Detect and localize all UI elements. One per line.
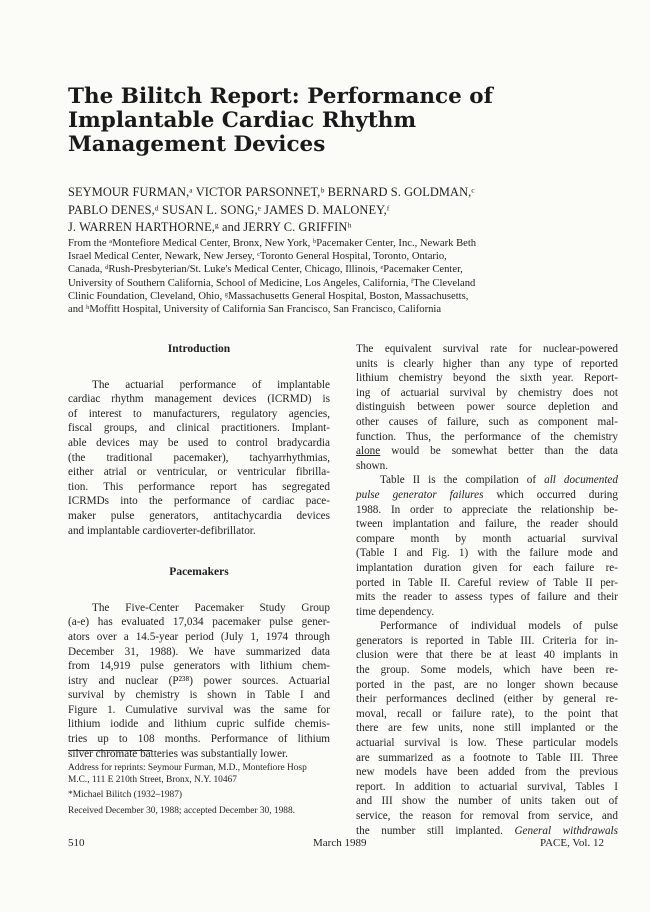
text-line: (the traditional pacemaker), tachyarrhythmias, [68, 451, 330, 464]
page-number: 510 [68, 837, 85, 849]
author-line: SEYMOUR FURMAN,ᵃ VICTOR PARSONNET,ᵇ BERNARD S. GOLDMAN,ᶜ [68, 185, 475, 199]
text-line [356, 473, 618, 488]
text-line: December 31, 1988). We have summarized data [68, 645, 330, 658]
footnote-divider [68, 750, 152, 751]
affiliations [68, 237, 588, 316]
footnote-line: M.C., 111 E 210th Street, Bronx, N.Y. 10467 [68, 775, 237, 785]
title-line: The Bilitch Report: Performance of [68, 84, 493, 109]
text-line: (Table I and Fig. 1) with the failure mode and [356, 547, 618, 560]
text-line: moval, recall or failure rate), to the point that [356, 707, 618, 720]
text-line: ported in the past, are no longer shown because [356, 678, 618, 691]
text-line: lithium iodide and lithium cupric sulfide chemis- [68, 718, 330, 731]
text-line [356, 488, 618, 503]
text-line: compare month by month actuarial survival [356, 532, 618, 545]
italic-run: all documented [544, 474, 618, 487]
text-line: distinguish between power source depletion and [356, 401, 618, 414]
footnote-address [68, 762, 338, 786]
affiliation-line: and ʰMoffitt Hospital, University of California San Francisco, San Francisco, California [68, 304, 442, 316]
text-line: other causes of failure, such as component mal- [356, 415, 618, 428]
text-line: able devices may be used to control bradycardia [68, 436, 330, 449]
affiliation-line: University of Southern California, School of Medicine, Los Angeles, California, ᶠThe Cleveland [68, 277, 476, 289]
author-line: J. WARREN HARTHORNE,ᵍ and JERRY C. GRIFFINʰ [68, 220, 352, 234]
section-heading-introduction: Introduction [167, 343, 231, 355]
author-line: PABLO DENES,ᵈ SUSAN L. SONG,ᵉ JAMES D. MALONEY,ᶠ [68, 202, 390, 217]
text-line: maker pulse generators, antitachycardia devices [68, 509, 330, 522]
text-line: fiscal groups, and clinical practitioners. Implant- [68, 422, 330, 435]
text-line: tween implantation and failure, the reader should [356, 518, 618, 531]
text-line: ing of actuarial survival by chemistry does not [356, 386, 618, 399]
journal-volume: PACE, Vol. 12 [540, 837, 604, 849]
text-line: survival by chemistry is shown in Table I and [68, 689, 330, 702]
text-line: tion. This performance report has segregated [68, 480, 330, 493]
text-line: The Five-Center Pacemaker Study Group [92, 601, 330, 614]
text-line: are summarized as a footnote to Table III. Three [356, 751, 618, 764]
title-line: Implantable Cardiac Rhythm [68, 108, 417, 133]
text-line: time dependency. [356, 605, 435, 618]
article-title [68, 85, 588, 157]
text-line: ported in Table II. Careful review of Table II per- [356, 576, 618, 589]
text-line [356, 444, 618, 459]
text-line: mits the reader to assess types of failure and their [356, 591, 618, 604]
text-line: (a-e) has evaluated 17,034 pacemaker pulse gener- [68, 616, 330, 629]
text-run: which occurred during [483, 488, 618, 501]
text-line: Performance of individual models of pulse [380, 620, 618, 633]
pacemakers-paragraph [68, 601, 330, 762]
text-line: and implantable cardioverter-defibrillator. [68, 524, 256, 537]
text-line: of interest to manufacturers, regulatory agencies, [68, 407, 330, 420]
text-run: would be somewhat better than the data [380, 445, 618, 458]
footnote-memoriam: *Michael Bilitch (1932–1987) [68, 790, 183, 800]
text-line: from 14,919 pulse generators with lithium chem- [68, 660, 330, 673]
text-line: new models have been added from the previous [356, 766, 618, 779]
text-line: actuarial survival is low. These particular models [356, 737, 618, 750]
text-line: there are few units, none still implanted or the [356, 722, 618, 735]
section-heading-pacemakers: Pacemakers [169, 566, 229, 579]
text-line: their performances declined (either by general re- [356, 693, 618, 706]
text-line: units is clearly higher than any type of reported [356, 357, 618, 370]
text-line: lithium chemistry beyond the sixth year. Report- [356, 372, 618, 385]
text-line: ators over a 14.5-year period (July 1, 1974 through [68, 630, 330, 643]
text-line [356, 824, 618, 839]
text-line: either atrial or ventricular, or ventricular fibrilla- [68, 466, 330, 479]
right-column [356, 342, 618, 838]
footnote-received: Received December 30, 1988; accepted December 30, 1988. [68, 806, 295, 816]
survival-paragraph [356, 342, 618, 473]
text-run: the number still implanted. [356, 824, 515, 837]
text-line: The equivalent survival rate for nuclear-powered [356, 343, 618, 355]
italic-run: pulse generator failures [356, 488, 484, 501]
intro-paragraph [68, 378, 330, 539]
text-line: Figure 1. Cumulative survival was the same for [68, 703, 330, 716]
text-line: implantation duration given for each failure re- [356, 561, 618, 574]
affiliation-line: Clinic Foundation, Cleveland, Ohio, ᵍMassachusetts General Hospital, Boston, Massachusetts, [68, 290, 469, 302]
footnote-line: Address for reprints: Seymour Furman, M.D., Montefiore Hosp [68, 763, 307, 773]
affiliation-line: From the ᵃMontefiore Medical Center, Bronx, New York, ᵇPacemaker Center, Inc., Newark Beth [68, 238, 477, 249]
text-line: report. In addition to actuarial survival, Tables I [356, 780, 618, 793]
text-line: ICRMDs into the performance of cardiac pace- [68, 495, 330, 508]
underlined-word: alone [356, 445, 381, 458]
table-iii-paragraph [356, 619, 618, 838]
issue-date: March 1989 [313, 837, 367, 849]
text-line: service, the reason for removal from service, and [356, 810, 618, 822]
text-line: The actuarial performance of implantable [92, 378, 330, 391]
text-line: istry and nuclear (P²³⁸) power sources. Actuarial [68, 674, 330, 687]
affiliation-line: Canada, ᵈRush-Presbyterian/St. Luke's Medical Center, Chicago, Illinois, ᵉPacemaker Center, [68, 264, 463, 276]
text-line: clusion were that there be at least 40 implants in [356, 649, 618, 662]
title-line: Management Devices [68, 132, 326, 157]
text-line: 1988. In order to appreciate the relationship be- [356, 503, 618, 516]
text-line: tries up to 108 months. Performance of lithium [68, 733, 330, 746]
text-line: shown. [356, 459, 389, 472]
text-line: and III show the number of units taken out of [356, 795, 618, 808]
italic-run: General withdrawals [514, 824, 618, 837]
table-ii-paragraph [356, 473, 618, 619]
text-line: cardiac rhythm management devices (ICRMD) is [68, 393, 330, 406]
author-list [68, 184, 608, 237]
text-line: function. Thus, the performance of the chemistry [356, 430, 618, 443]
affiliation-line: Israel Medical Center, Newark, New Jersey, ᶜToronto General Hospital, Toronto, Ontario, [68, 251, 447, 263]
text-line: silver chromate batteries was substantially lower. [68, 747, 288, 760]
text-run: Table II is the compilation of [380, 474, 545, 487]
text-line: generators is reported in Table III. Criteria for in- [356, 634, 618, 647]
text-line: the group. Some models, which have been re- [356, 664, 618, 677]
left-column [68, 342, 330, 761]
